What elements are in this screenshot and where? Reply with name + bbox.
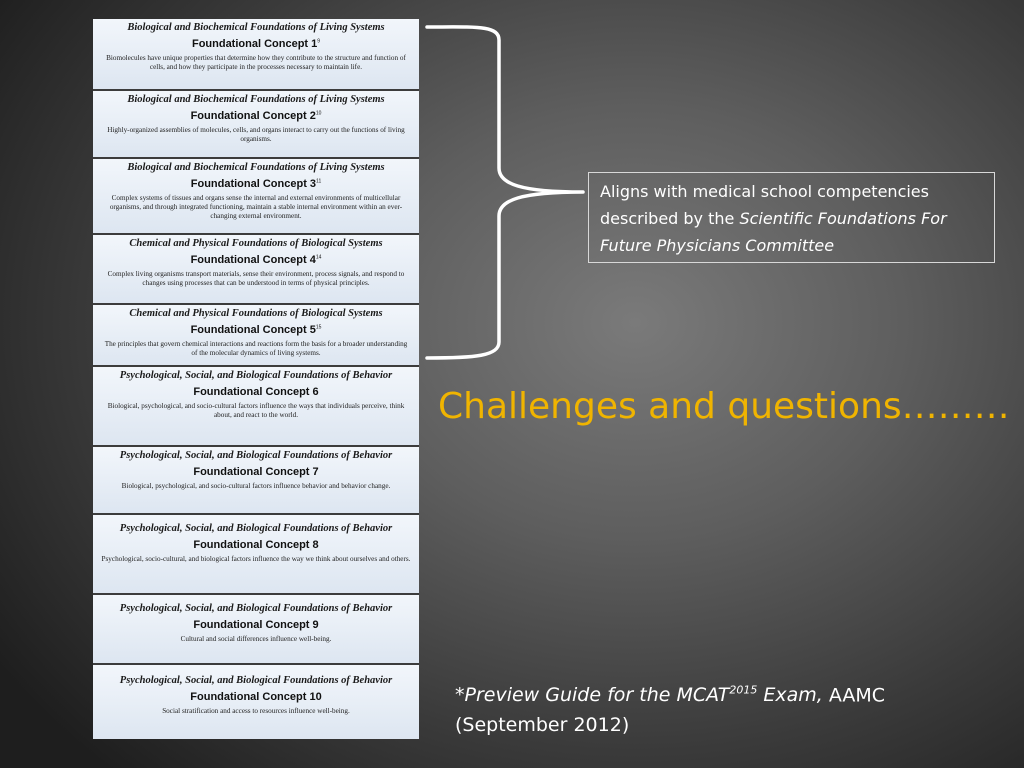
- foundation-heading: Psychological, Social, and Biological Foundations of Behavior: [119, 675, 393, 686]
- concept-title: Foundational Concept $1^9$: [191, 38, 321, 50]
- citation-superscript: 2015: [729, 684, 758, 697]
- concept-description: Cultural and social differences influence well-being.: [180, 635, 332, 643]
- concept-box: [93, 303, 419, 365]
- concept-box: [93, 365, 419, 445]
- citation-date: (September 2012): [455, 714, 630, 737]
- concept-box: [93, 157, 419, 233]
- concept-title: Foundational Concept 7: [193, 466, 319, 478]
- concept-description: Biological, psychological, and socio-cultural factors influence behavior and behavior change.: [121, 482, 391, 490]
- concept-description: The principles that govern chemical interactions and reactions form the basis for a broader understanding of the molecular dynamics of living systems.: [104, 340, 408, 357]
- foundation-heading: Chemical and Physical Foundations of Biological Systems: [129, 238, 383, 249]
- citation-exam: Exam,: [757, 684, 823, 707]
- concept-box: [93, 593, 419, 663]
- foundation-heading: Psychological, Social, and Biological Foundations of Behavior: [119, 523, 393, 534]
- concept-description: Biomolecules have unique properties that determine how they contribute to the structure and function of cells, and how they participate in the processes necessary to maintain life.: [106, 54, 406, 71]
- foundation-heading: Psychological, Social, and Biological Foundations of Behavior: [119, 370, 393, 381]
- concept-title: Foundational Concept $3^{11}$: [190, 178, 322, 190]
- challenges-heading: Challenges and questions………: [438, 386, 1010, 427]
- concept-box: [93, 513, 419, 593]
- foundation-heading: Psychological, Social, and Biological Foundations of Behavior: [119, 450, 393, 461]
- citation-publisher: AAMC: [822, 684, 886, 707]
- curly-brace-icon: [425, 20, 585, 365]
- concept-box: [93, 233, 419, 303]
- foundation-heading: Biological and Biochemical Foundations of Living Systems: [127, 94, 385, 105]
- concept-box: [93, 19, 419, 89]
- concept-description: Highly-organized assemblies of molecules, cells, and organs interact to carry out the functions of living organisms.: [107, 126, 405, 143]
- concept-ref: 9: [317, 38, 321, 45]
- concept-box: [93, 89, 419, 157]
- source-citation: [455, 676, 1015, 740]
- competencies-callout: [588, 172, 995, 263]
- callout-committee-name: Scientific Foundations For Future Physicians Committee: [600, 209, 947, 255]
- citation-title: *Preview Guide for the MCAT: [455, 684, 730, 707]
- concept-description: Psychological, socio-cultural, and biological factors influence the way we think about ourselves and others.: [101, 555, 411, 563]
- concept-description: Social stratification and access to resources influence well-being.: [162, 707, 350, 715]
- concept-title: Foundational Concept $2^{10}$: [190, 110, 322, 122]
- concept-ref: 15: [315, 324, 322, 331]
- callout-text: Aligns with medical school competencies described by the: [600, 182, 929, 228]
- concept-title: Foundational Concept 10: [190, 691, 322, 703]
- concept-title: Foundational Concept $5^{15}$: [190, 324, 322, 336]
- concept-ref: 10: [315, 110, 322, 117]
- foundation-heading: Biological and Biochemical Foundations of Living Systems: [127, 162, 385, 173]
- foundation-heading: Psychological, Social, and Biological Foundations of Behavior: [119, 603, 393, 614]
- concept-description: Biological, psychological, and socio-cultural factors influence the ways that individuals perceive, think about, and react to the world.: [107, 402, 405, 419]
- concept-description: Complex living organisms transport materials, sense their environment, process signals, and respond to changes using processes that can be understood in terms of physical principles.: [107, 270, 405, 287]
- concept-box: [93, 663, 419, 739]
- concept-title: Foundational Concept 8: [193, 539, 319, 551]
- concept-title: Foundational Concept $4^{14}$: [190, 254, 322, 266]
- curly-brace-path: [427, 27, 583, 358]
- concept-ref: 14: [315, 254, 322, 261]
- foundational-concepts-image: [93, 19, 419, 739]
- foundation-heading: Biological and Biochemical Foundations of Living Systems: [127, 22, 385, 33]
- concept-description: Complex systems of tissues and organs sense the internal and external environments of multicellular organisms, and through integrated functioning, maintain a stable internal environment within an ever-changing external environment.: [109, 194, 403, 220]
- concept-ref: 11: [316, 178, 322, 185]
- concept-title: Foundational Concept 9: [193, 619, 319, 631]
- foundation-heading: Chemical and Physical Foundations of Biological Systems: [129, 308, 383, 319]
- concept-title: Foundational Concept 6: [193, 386, 319, 398]
- concept-box: [93, 445, 419, 513]
